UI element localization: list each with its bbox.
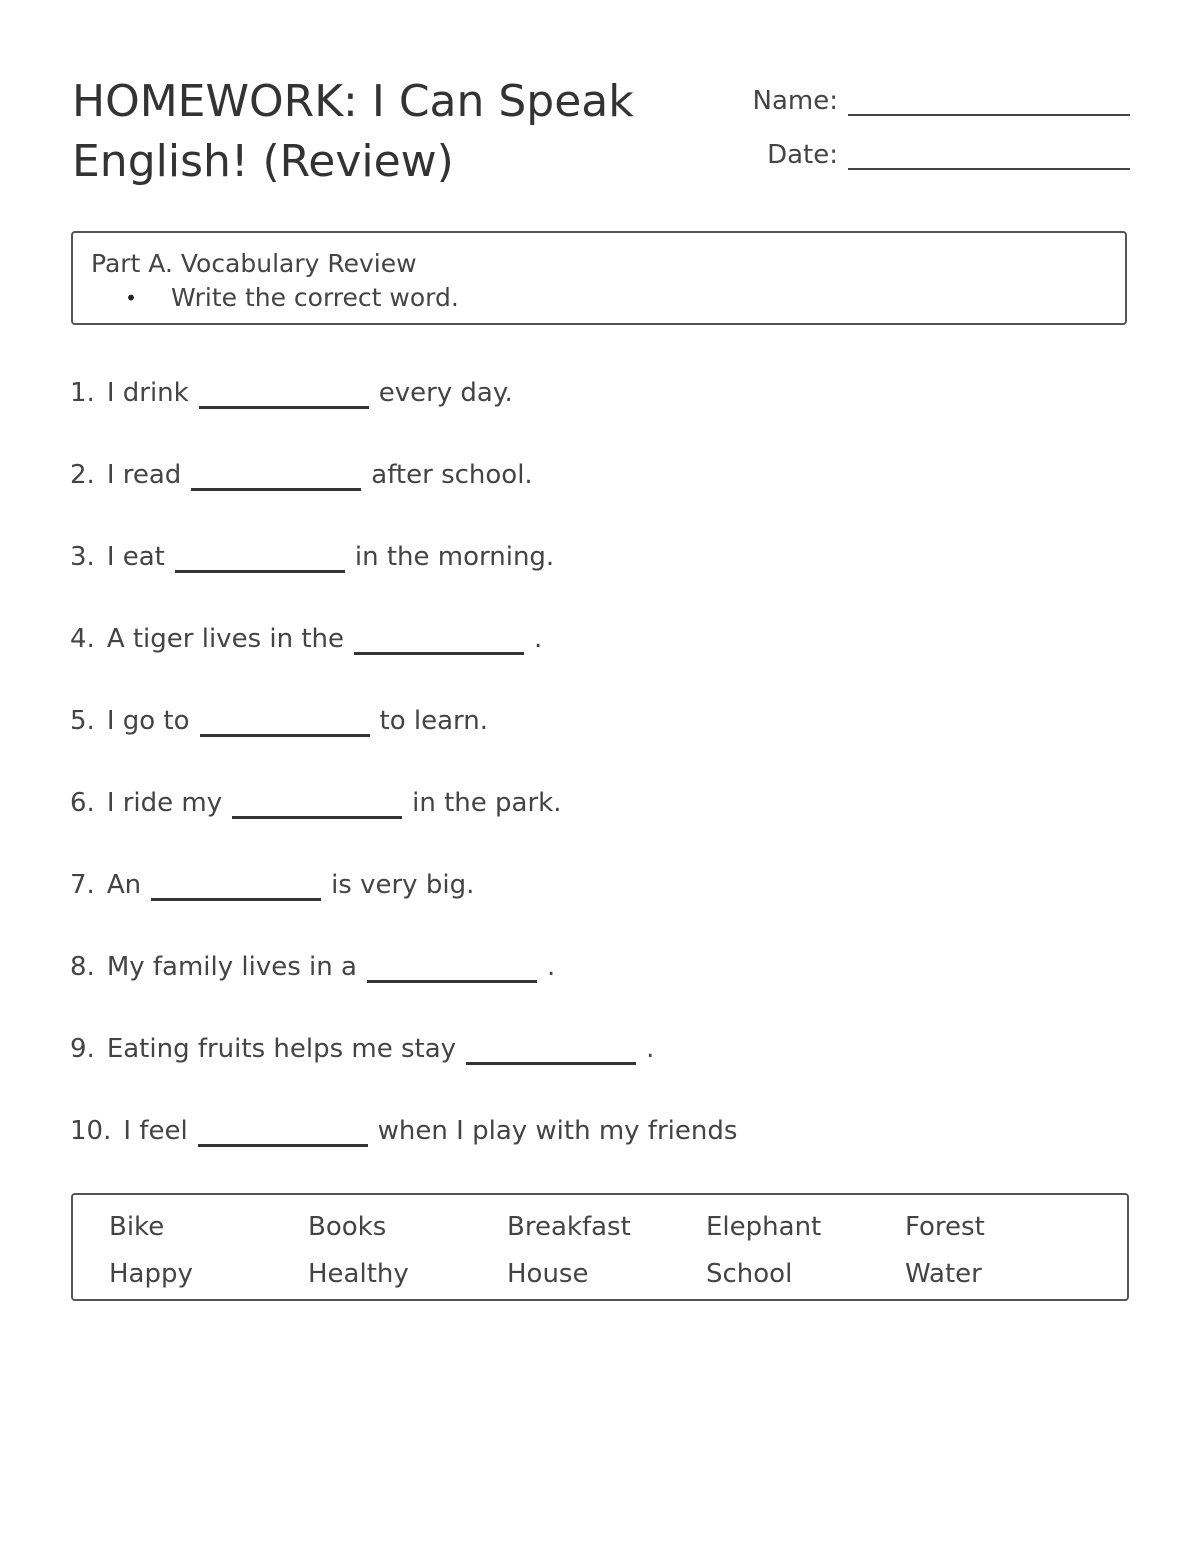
question-item — [70, 368, 1070, 450]
question-number: 5. — [70, 706, 95, 736]
question-number: 8. — [70, 952, 95, 982]
question-item — [70, 860, 1070, 942]
question-text-after: in the park. — [412, 788, 562, 818]
answer-blank[interactable] — [175, 532, 345, 573]
title-line-2: English! (Review) — [72, 136, 454, 187]
word-bank-item: Happy — [109, 1259, 193, 1289]
word-bank-item: Bike — [109, 1212, 165, 1242]
word-bank-item: Breakfast — [507, 1212, 631, 1242]
word-bank-item: Water — [905, 1259, 982, 1289]
answer-blank[interactable] — [200, 696, 370, 737]
name-label: Name: — [752, 86, 838, 116]
answer-blank[interactable] — [198, 1106, 368, 1147]
word-bank — [71, 1193, 1129, 1301]
answer-blank[interactable] — [466, 1024, 636, 1065]
question-item — [70, 942, 1070, 1024]
question-text-before: Eating fruits helps me stay — [106, 1034, 457, 1064]
question-number: 4. — [70, 624, 95, 654]
question-number: 7. — [70, 870, 95, 900]
instruction-text: Write the correct word. — [171, 283, 459, 312]
section-heading: Part A. Vocabulary Review — [91, 249, 417, 278]
question-item — [70, 450, 1070, 532]
question-text-after: . — [534, 624, 543, 654]
word-bank-item: Healthy — [308, 1259, 409, 1289]
name-field[interactable] — [848, 84, 1130, 116]
question-list — [70, 368, 1070, 1188]
word-bank-item: School — [706, 1259, 793, 1289]
word-bank-item: Forest — [905, 1212, 985, 1242]
question-number: 9. — [70, 1034, 95, 1064]
question-item — [70, 1106, 1070, 1188]
bullet-icon: • — [125, 286, 137, 310]
question-text-after: in the morning. — [354, 542, 555, 572]
date-field[interactable] — [848, 138, 1130, 170]
question-text-before: I read — [106, 460, 182, 490]
answer-blank[interactable] — [191, 450, 361, 491]
question-number: 3. — [70, 542, 95, 572]
question-text-after: when I play with my friends — [377, 1116, 738, 1146]
question-text-after: is very big. — [331, 870, 475, 900]
question-text-after: to learn. — [379, 706, 489, 736]
title-line-1: HOMEWORK: I Can Speak — [72, 76, 634, 127]
question-number: 2. — [70, 460, 95, 490]
question-number: 1. — [70, 378, 95, 408]
answer-blank[interactable] — [367, 942, 537, 983]
question-text-before: I eat — [106, 542, 165, 572]
question-text-before: An — [106, 870, 142, 900]
instructions-box — [71, 231, 1127, 325]
instruction-item — [91, 281, 1107, 315]
question-item — [70, 532, 1070, 614]
answer-blank[interactable] — [354, 614, 524, 655]
question-text-before: I drink — [106, 378, 189, 408]
question-text-before: I feel — [123, 1116, 188, 1146]
word-bank-item: Books — [308, 1212, 387, 1242]
question-number: 6. — [70, 788, 95, 818]
name-field-row — [700, 76, 1130, 116]
question-text-before: I ride my — [106, 788, 223, 818]
question-item — [70, 696, 1070, 778]
page-title — [72, 72, 712, 192]
question-text-before: A tiger lives in the — [106, 624, 345, 654]
word-bank-item: Elephant — [706, 1212, 822, 1242]
question-item — [70, 614, 1070, 696]
question-text-after: . — [646, 1034, 655, 1064]
date-label: Date: — [767, 140, 838, 170]
question-text-after: . — [546, 952, 556, 982]
answer-blank[interactable] — [199, 368, 369, 409]
question-item — [70, 1024, 1070, 1106]
answer-blank[interactable] — [151, 860, 321, 901]
question-number: 10. — [70, 1116, 112, 1146]
question-item — [70, 778, 1070, 860]
question-text-before: I go to — [106, 706, 190, 736]
word-bank-item: House — [507, 1259, 589, 1289]
question-text-after: every day. — [378, 378, 513, 408]
question-text-before: My family lives in a — [106, 952, 357, 982]
date-field-row — [700, 130, 1130, 170]
answer-blank[interactable] — [232, 778, 402, 819]
question-text-after: after school. — [371, 460, 533, 490]
